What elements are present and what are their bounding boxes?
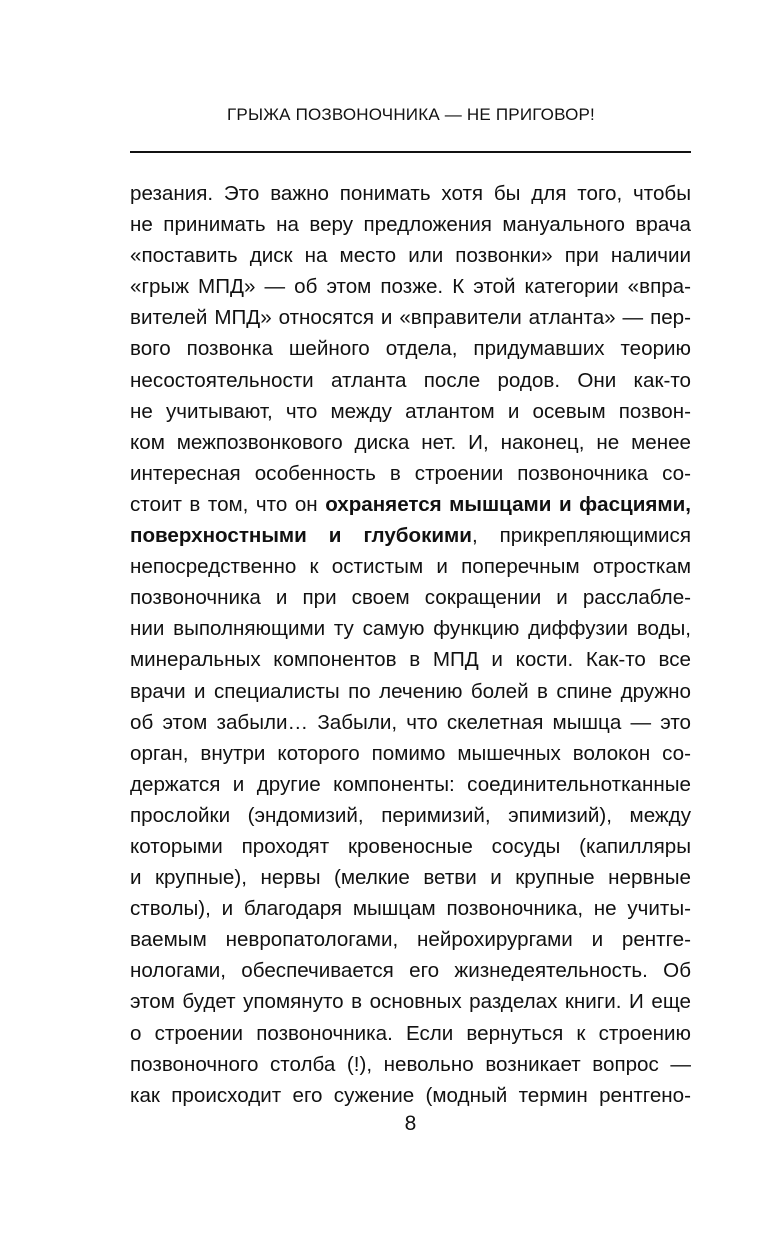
text-line: этом будет упомянуто в основных разделах книги. И еще: [130, 990, 691, 1014]
text-line: прослойки (эндомизий, перимизий, эпимизий), между: [130, 803, 691, 827]
text-line: держатся и другие компоненты: соединительнотканные: [130, 772, 691, 796]
text-line: позвоночника и при своем сокращении и расслабле-: [130, 586, 691, 610]
text-line: об этом забыли… Забыли, что скелетная мышца — это: [130, 710, 691, 734]
text-line: ком межпозвонкового диска нет. И, наконец, не менее: [130, 430, 691, 454]
text-line: интересная особенность в строении позвоночника со-: [130, 461, 691, 485]
text-line: вого позвонка шейного отдела, придумавших теорию: [130, 337, 691, 361]
running-head: ГРЫЖА ПОЗВОНОЧНИКА — НЕ ПРИГОВОР!: [227, 105, 595, 124]
text-run: стоит в том, что он: [130, 492, 326, 516]
text-line: врачи и специалисты по лечению болей в спине дружно: [130, 679, 691, 703]
text-line: позвоночного столба (!), невольно возникает вопрос —: [130, 1052, 691, 1076]
text-line: «грыж МПД» — об этом позже. К этой категории «впра-: [130, 275, 691, 299]
bold-run: охраняется мышцами и фасциями,: [325, 492, 692, 516]
text-line-mixed: [130, 520, 691, 551]
body-text: [130, 178, 691, 1111]
text-line: ваемым невропатологами, нейрохирургами и рентге-: [130, 928, 691, 952]
page-number: 8: [404, 1112, 417, 1135]
text-line: «поставить диск на место или позвонки» при наличии: [130, 244, 691, 268]
text-line: стволы), и благодаря мышцам позвоночника, не учиты-: [130, 897, 691, 921]
text-line: непосредственно к остистым и поперечным отросткам: [130, 555, 691, 579]
text-line: орган, внутри которого помимо мышечных волокон со-: [130, 741, 691, 765]
text-run: , прикрепляющимися: [471, 524, 692, 548]
text-line: не учитывают, что между атлантом и осевым позвон-: [130, 399, 691, 423]
text-line: нии выполняющими ту самую функцию диффузии воды,: [130, 617, 691, 641]
text-line: и крупные), нервы (мелкие ветви и крупные нервные: [130, 866, 691, 890]
text-line: несостоятельности атланта после родов. Они как-то: [130, 368, 691, 392]
text-line: резания. Это важно понимать хотя бы для того, чтобы: [130, 182, 691, 205]
text-line: которыми проходят кровеносные сосуды (капилляры: [130, 834, 691, 858]
bold-run: поверхностными и глубокими: [130, 524, 472, 548]
text-line: как происходит его сужение (модный термин рентгено-: [130, 1083, 691, 1107]
text-line: о строении позвоночника. Если вернуться к строению: [130, 1021, 691, 1045]
text-line: вителей МПД» относятся и «вправители атланта» — пер-: [130, 306, 691, 330]
text-line: нологами, обеспечивается его жизнедеятельность. Об: [130, 959, 691, 983]
text-line: минеральных компонентов в МПД и кости. Как-то все: [130, 648, 691, 672]
header-rule: [130, 151, 691, 153]
text-line: не принимать на веру предложения мануального врача: [130, 213, 691, 237]
text-line-mixed: [130, 489, 691, 520]
